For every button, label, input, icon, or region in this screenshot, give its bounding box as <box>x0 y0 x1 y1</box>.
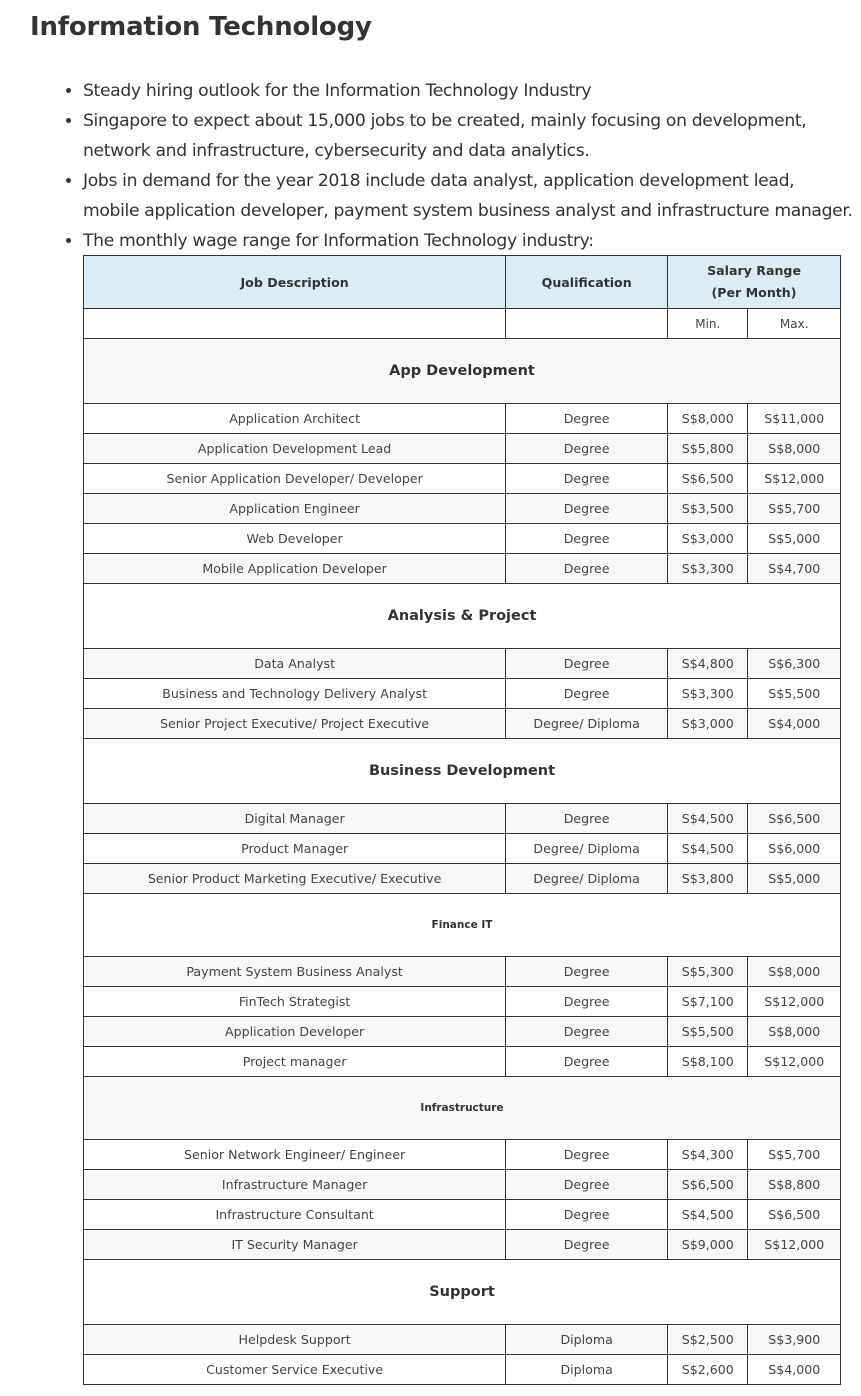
max-salary-cell: S$4,000 <box>748 709 841 739</box>
qualification-cell: Degree <box>506 494 668 524</box>
qualification-cell: Degree <box>506 1200 668 1230</box>
table-row <box>84 1047 841 1077</box>
max-salary-cell: S$5,000 <box>748 524 841 554</box>
table-row <box>84 1200 841 1230</box>
bullet-item: • Jobs in demand for the year 2018 include data analyst, application development lead, mobile application developer, payment system business analyst and infrastructure manager. <box>83 166 853 226</box>
job-cell: Application Developer <box>84 1017 506 1047</box>
section-title: Support <box>84 1260 841 1325</box>
max-salary-cell: S$6,500 <box>748 1200 841 1230</box>
qualification-cell: Degree <box>506 1170 668 1200</box>
qualification-cell: Degree <box>506 404 668 434</box>
min-salary-cell: S$3,500 <box>668 494 748 524</box>
qualification-cell: Degree <box>506 804 668 834</box>
max-salary-cell: S$5,500 <box>748 679 841 709</box>
min-salary-cell: S$3,800 <box>668 864 748 894</box>
section-title: App Development <box>84 339 841 404</box>
job-cell: Senior Project Executive/ Project Executive <box>84 709 506 739</box>
job-cell: Payment System Business Analyst <box>84 957 506 987</box>
min-salary-cell: S$8,000 <box>668 404 748 434</box>
page-title: Information Technology <box>30 12 372 42</box>
min-salary-cell: S$4,800 <box>668 649 748 679</box>
min-salary-cell: S$8,100 <box>668 1047 748 1077</box>
qualification-cell: Degree <box>506 464 668 494</box>
max-salary-cell: S$8,800 <box>748 1170 841 1200</box>
min-salary-cell: S$3,000 <box>668 709 748 739</box>
subheader-empty <box>506 309 668 339</box>
table-row <box>84 957 841 987</box>
max-salary-cell: S$12,000 <box>748 464 841 494</box>
min-salary-cell: S$3,300 <box>668 554 748 584</box>
job-cell: IT Security Manager <box>84 1230 506 1260</box>
max-salary-cell: S$12,000 <box>748 1047 841 1077</box>
table-row <box>84 434 841 464</box>
qualification-cell: Degree <box>506 649 668 679</box>
job-cell: Senior Application Developer/ Developer <box>84 464 506 494</box>
qualification-cell: Degree <box>506 1047 668 1077</box>
max-salary-cell: S$11,000 <box>748 404 841 434</box>
job-cell: Business and Technology Delivery Analyst <box>84 679 506 709</box>
table-row <box>84 1325 841 1355</box>
job-cell: Infrastructure Consultant <box>84 1200 506 1230</box>
table-row <box>84 1355 841 1385</box>
section-header-row <box>84 739 841 804</box>
table-header-row <box>84 256 841 309</box>
job-cell: Mobile Application Developer <box>84 554 506 584</box>
section-header-row <box>84 584 841 649</box>
table-row <box>84 494 841 524</box>
job-cell: Application Engineer <box>84 494 506 524</box>
table-row <box>84 1170 841 1200</box>
min-salary-cell: S$2,500 <box>668 1325 748 1355</box>
max-salary-cell: S$8,000 <box>748 1017 841 1047</box>
min-salary-cell: S$4,300 <box>668 1140 748 1170</box>
table-row <box>84 554 841 584</box>
max-salary-cell: S$3,900 <box>748 1325 841 1355</box>
job-cell: Customer Service Executive <box>84 1355 506 1385</box>
job-cell: Digital Manager <box>84 804 506 834</box>
header-job-description: Job Description <box>84 256 506 309</box>
bullet-list <box>56 76 853 256</box>
qualification-cell: Degree/ Diploma <box>506 834 668 864</box>
min-salary-cell: S$3,300 <box>668 679 748 709</box>
min-salary-cell: S$2,600 <box>668 1355 748 1385</box>
qualification-cell: Degree <box>506 434 668 464</box>
qualification-cell: Diploma <box>506 1325 668 1355</box>
min-salary-cell: S$4,500 <box>668 834 748 864</box>
section-title: Finance IT <box>84 894 841 957</box>
job-cell: Data Analyst <box>84 649 506 679</box>
max-salary-cell: S$6,500 <box>748 804 841 834</box>
job-cell: Infrastructure Manager <box>84 1170 506 1200</box>
qualification-cell: Degree <box>506 1140 668 1170</box>
max-salary-cell: S$4,000 <box>748 1355 841 1385</box>
qualification-cell: Degree <box>506 1017 668 1047</box>
section-header-row <box>84 894 841 957</box>
qualification-cell: Degree <box>506 524 668 554</box>
qualification-cell: Degree <box>506 679 668 709</box>
section-header-row <box>84 1260 841 1325</box>
job-cell: Application Architect <box>84 404 506 434</box>
header-salary-range-line1: Salary Range <box>707 263 801 278</box>
job-cell: Product Manager <box>84 834 506 864</box>
max-salary-cell: S$12,000 <box>748 1230 841 1260</box>
qualification-cell: Degree/ Diploma <box>506 864 668 894</box>
table-row <box>84 1017 841 1047</box>
qualification-cell: Degree <box>506 1230 668 1260</box>
section-header-row <box>84 1077 841 1140</box>
table-row <box>84 679 841 709</box>
min-salary-cell: S$5,800 <box>668 434 748 464</box>
qualification-cell: Degree/ Diploma <box>506 709 668 739</box>
table-row <box>84 1230 841 1260</box>
job-cell: Project manager <box>84 1047 506 1077</box>
table-row <box>84 804 841 834</box>
min-salary-cell: S$9,000 <box>668 1230 748 1260</box>
min-salary-cell: S$6,500 <box>668 1170 748 1200</box>
table-row <box>84 987 841 1017</box>
max-salary-cell: S$4,700 <box>748 554 841 584</box>
max-salary-cell: S$5,700 <box>748 1140 841 1170</box>
min-salary-cell: S$6,500 <box>668 464 748 494</box>
table-row <box>84 1140 841 1170</box>
job-cell: Senior Product Marketing Executive/ Executive <box>84 864 506 894</box>
section-title: Business Development <box>84 739 841 804</box>
min-salary-cell: S$3,000 <box>668 524 748 554</box>
max-salary-cell: S$5,000 <box>748 864 841 894</box>
job-cell: FinTech Strategist <box>84 987 506 1017</box>
max-salary-cell: S$5,700 <box>748 494 841 524</box>
qualification-cell: Degree <box>506 554 668 584</box>
salary-table <box>83 255 841 1385</box>
bullet-item: • Singapore to expect about 15,000 jobs to be created, mainly focusing on development, network and infrastructure, cybersecurity and data analytics. <box>83 106 853 166</box>
header-salary-range <box>668 256 841 309</box>
min-salary-cell: S$4,500 <box>668 1200 748 1230</box>
table-row <box>84 524 841 554</box>
table-row <box>84 834 841 864</box>
qualification-cell: Degree <box>506 957 668 987</box>
min-salary-cell: S$5,300 <box>668 957 748 987</box>
max-salary-cell: S$6,000 <box>748 834 841 864</box>
subheader-max: Max. <box>748 309 841 339</box>
job-cell: Helpdesk Support <box>84 1325 506 1355</box>
subheader-empty <box>84 309 506 339</box>
max-salary-cell: S$12,000 <box>748 987 841 1017</box>
min-salary-cell: S$7,100 <box>668 987 748 1017</box>
qualification-cell: Degree <box>506 987 668 1017</box>
section-title: Analysis & Project <box>84 584 841 649</box>
header-salary-range-line2: (Per Month) <box>711 285 797 300</box>
table-row <box>84 709 841 739</box>
table-subheader-row <box>84 309 841 339</box>
table-row <box>84 464 841 494</box>
bullet-item: • Steady hiring outlook for the Information Technology Industry <box>83 76 853 106</box>
max-salary-cell: S$6,300 <box>748 649 841 679</box>
qualification-cell: Diploma <box>506 1355 668 1385</box>
table-body <box>84 339 841 1385</box>
header-qualification: Qualification <box>506 256 668 309</box>
min-salary-cell: S$4,500 <box>668 804 748 834</box>
min-salary-cell: S$5,500 <box>668 1017 748 1047</box>
table-row <box>84 649 841 679</box>
max-salary-cell: S$8,000 <box>748 957 841 987</box>
job-cell: Senior Network Engineer/ Engineer <box>84 1140 506 1170</box>
job-cell: Application Development Lead <box>84 434 506 464</box>
bullet-item: • The monthly wage range for Information Technology industry: <box>83 226 853 256</box>
max-salary-cell: S$8,000 <box>748 434 841 464</box>
subheader-min: Min. <box>668 309 748 339</box>
table-row <box>84 864 841 894</box>
job-cell: Web Developer <box>84 524 506 554</box>
table-row <box>84 404 841 434</box>
section-header-row <box>84 339 841 404</box>
section-title: Infrastructure <box>84 1077 841 1140</box>
